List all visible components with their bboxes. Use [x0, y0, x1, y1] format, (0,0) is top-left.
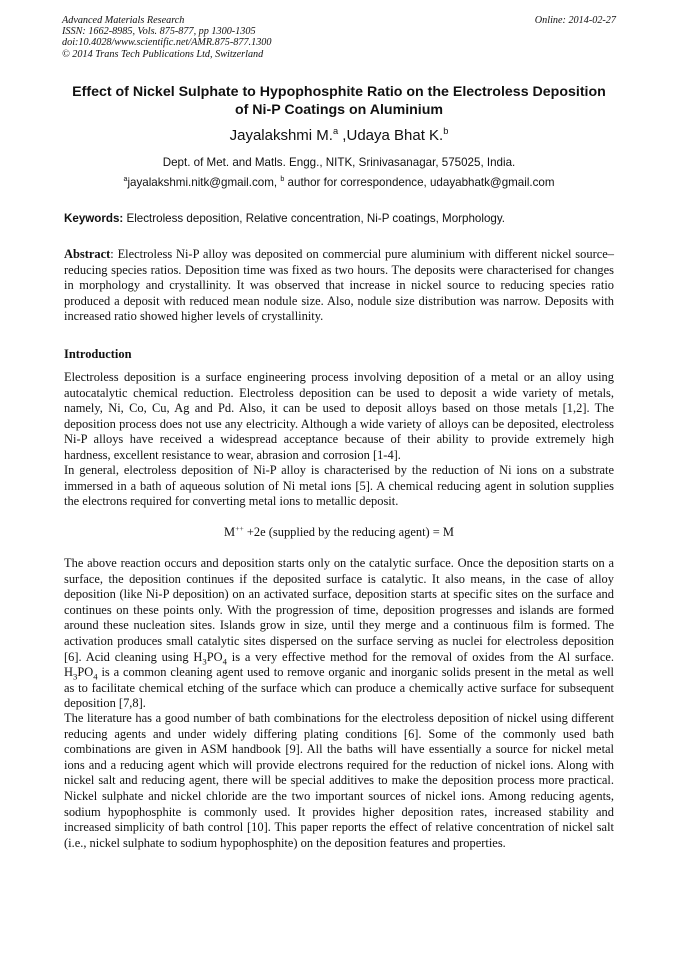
abstract-text: : Electroless Ni-P alloy was deposited on commercial pure aluminium with different nickel source–reducing species ratios. Deposition time was fixed as two hours. The deposits were characterised for changes in morphology and crystallinity. It was observed that increase in nickel source to reducing species ratio produced a deposit with reduced mean nodule size. Also, nodule size distribution was narrow. Deposits with increased ratio showed higher levels of crystallinity. [64, 247, 614, 324]
reaction-equation [64, 525, 614, 540]
intro-paragraph-2 [64, 463, 614, 510]
email-b-mark: b [280, 174, 285, 184]
equation-metal: M [224, 525, 236, 539]
author-separator: , [338, 127, 347, 144]
p3-text-a: The above reaction occurs and deposition starts only on the catalytic surface. Once the deposition starts on a surface, the deposition continues if the deposited surface is catalytic. It also means, in the case of alloy deposition (like Ni-P deposition) on an activated surface, deposition starts at specific sites on the surface and continues on these points only. With the progression of time, deposition progresses and islands are formed around these nucleation sites. Islands grow in size, until they merge and a continuous film is formed. The activation produces small catalytic sites dispersed on the surface serving as nuclei for electroless deposition [6]. Acid cleaning using H [64, 556, 614, 664]
abstract-label: Abstract [64, 247, 111, 261]
p3-text-e: is a common cleaning agent used to remove organic and inorganic solids present in the metal as well as to facilitate chemical etching of the surface which can produce a chemically active surface for subsequent deposition [7,8]. [64, 665, 614, 711]
p3-text-c: is a very effective method for the removal of oxides from the Al surface. H [64, 649, 614, 680]
copyright-line: © 2014 Trans Tech Publications Ltd, Switzerland [62, 48, 264, 60]
p3-text-d: PO [77, 665, 94, 680]
p3-sub-2: 4 [222, 656, 227, 667]
intro-paragraph-3 [64, 556, 614, 712]
p3-sub-3: 3 [72, 671, 78, 682]
journal-name: Advanced Materials Research [62, 15, 185, 26]
intro-paragraph-4-text: The literature has a good number of bath combinations for the electroless deposition of nickel using different reducing agents and under widely differing plating conditions [6]. Some of the commonly used bath combinations are given in ASM handbook [9]. All the baths will have essentially a source for nickel metal ions and a reducing agent which will provide electrons required for the reduction of nickel ions. Along with nickel salt and reducing agent, there will be special additives to make the deposition process more practical. Nickel sulphate and nickel chloride are the two important sources of nickel ions. Among reducing agents, sodium hypophosphite is commonly used. It provides higher deposition rates, increased stability and increased simplicity of bath control [10]. This paper reports the effect of relative concentration of nickel salt (i.e., nickel sulphate to sodium hypophosphite) on the deposition features and properties. [64, 711, 614, 850]
author-1: Jayalakshmi M. [229, 127, 333, 144]
author-emails [64, 176, 614, 189]
section-heading-introduction: Introduction [64, 347, 132, 361]
equation-rest: +2e (supplied by the reducing agent) = M [243, 525, 454, 539]
intro-paragraph-1 [64, 370, 614, 464]
doi-line: doi:10.4028/www.scientific.net/AMR.875-877.1300 [62, 37, 272, 49]
abstract [64, 247, 614, 325]
p3-text-b: PO [206, 649, 223, 664]
intro-paragraph-1-text: Electroless deposition is a surface engineering process involving deposition of a metal or an alloy using autocatalytic chemical reduction. Electroless deposition can be used to deposit a wide variety of metals, namely, Ni, Co, Cu, Ag and Pd. Also, it can be used to deposit alloys based on those metals [1,2]. The deposition process does not use any electricity. Although a wide variety of alloys can be deposited, electroless Ni-P alloys have received a widespread acceptance because of their ability to provide extremely high hardness, excellent resistance to wear, abrasion and corrosion [1-4]. [64, 370, 614, 462]
keywords-label: Keywords: [64, 212, 124, 225]
intro-paragraph-4 [64, 711, 614, 851]
p3-sub-4: 4 [93, 671, 98, 682]
equation-charge: ++ [235, 523, 244, 533]
email-a: jayalakshmi.nitk@gmail.com, [127, 176, 281, 189]
intro-paragraph-2-text: In general, electroless deposition of Ni-P alloy is characterised by the reduction of Ni ions on a substrate immersed in a bath of aqueous solution of Ni metal ions [5]. A chemical reducing agent in solution supplies the electrons required for converting metal ions to metallic deposit. [64, 463, 614, 509]
email-a-mark: a [123, 174, 128, 184]
keywords-text: Electroless deposition, Relative concentration, Ni-P coatings, Morphology. [123, 212, 505, 225]
author-list [64, 127, 614, 144]
p3-sub-1: 3 [202, 656, 207, 667]
keywords [64, 212, 614, 225]
author-2: Udaya Bhat K. [346, 127, 444, 144]
email-b: author for correspondence, udayabhatk@gmail.com [284, 176, 555, 189]
paper-title: Effect of Nickel Sulphate to Hypophosphite Ratio on the Electroless Deposition of Ni-P Coatings on Aluminium [72, 84, 606, 118]
author-1-affil-mark: a [332, 126, 339, 136]
affiliation: Dept. of Met. and Matls. Engg., NITK, Srinivasanagar, 575025, India. [162, 156, 516, 169]
online-date: Online: 2014-02-27 [534, 15, 616, 26]
issn-line: ISSN: 1662-8985, Vols. 875-877, pp 1300-1305 [62, 26, 256, 38]
author-2-affil-mark: b [443, 126, 449, 136]
journal-metadata [62, 15, 271, 60]
